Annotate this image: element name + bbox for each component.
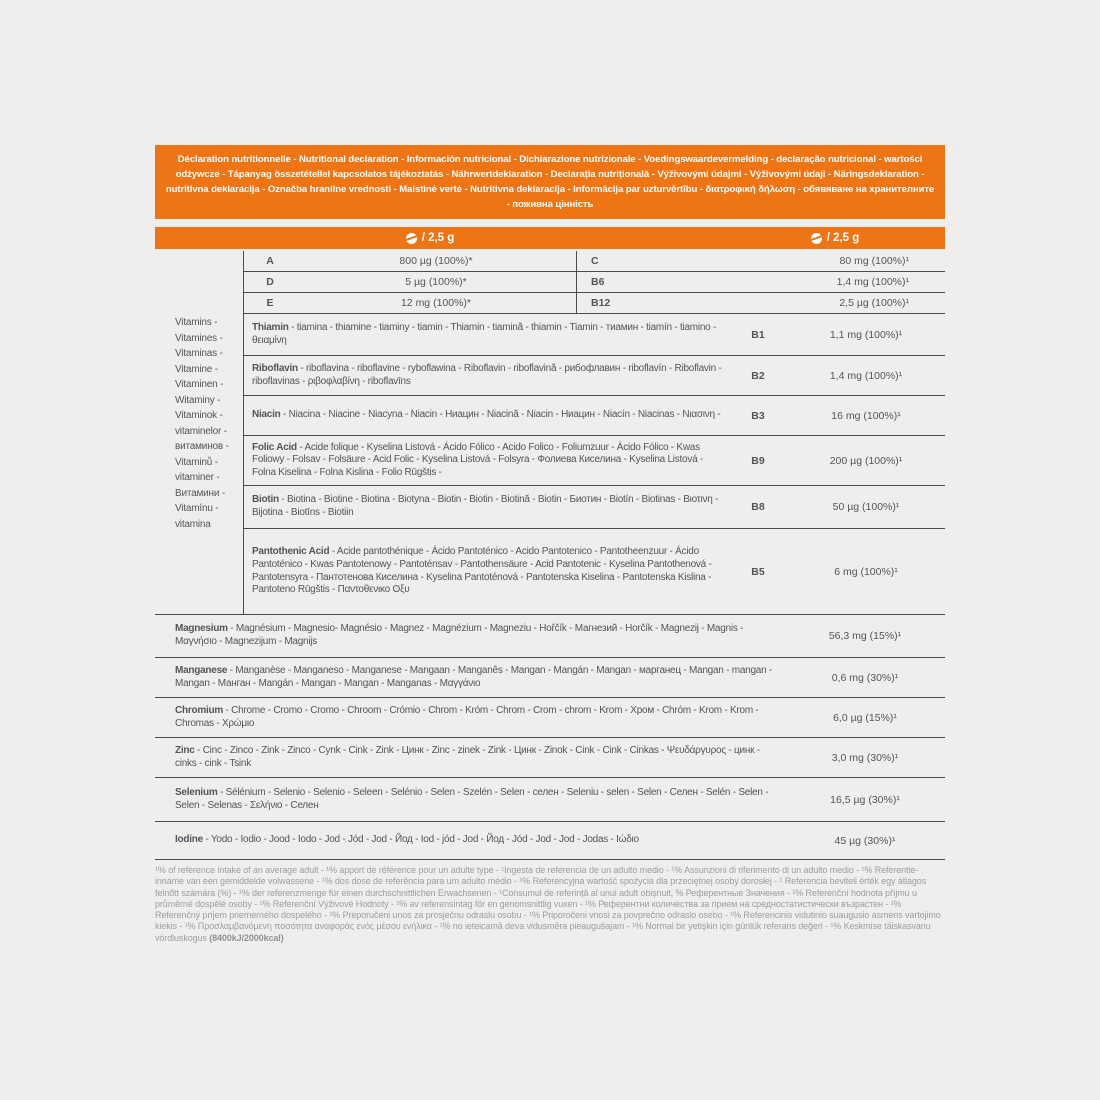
vitamin-lead-name: Niacin — [252, 409, 281, 421]
reference-intake-footnote — [155, 865, 945, 944]
serving-header-row — [155, 227, 945, 249]
mineral-translations: - Yodo - Iodio - Jood - Iodo - Jod - Jód - Jod - Йод - Iod - jód - Jod - Йод - Jód - Jod - Jod - Jodas - Ιώδιο — [202, 834, 639, 846]
table-row — [244, 396, 945, 436]
table-row — [155, 615, 945, 658]
vitamin-lead-name: Biotin — [252, 494, 279, 506]
vitamin-amount: 12 mg (100%)* — [400, 297, 472, 309]
vitamin-amount: 200 µg (100%)¹ — [829, 454, 903, 467]
vitamin-names — [244, 543, 729, 599]
vitamin-translations: - Niacina - Niacine - Niacyna - Niacin - Ниацин - Niacină - Niacin - Ниацин - Niacín - Niacinas - Νιασινη - — [280, 409, 721, 421]
vitamin-names — [244, 491, 729, 522]
serving-size-text: / 2,5 g — [421, 232, 455, 244]
vitamin-letter: E — [266, 297, 274, 309]
vitamin-letter: A — [266, 255, 274, 267]
table-row — [244, 272, 945, 293]
vitamin-translations: - Acide folique - Kyselina Listová - Ácido Fólico - Acido Folico - Foliumzuur - Ácido Fólico - Kwas Foliowy - Folsav - Folsäure - Acid Folic - Kyselina Listová - Folsyra - Фолиева Киселина - Kyselina Listová - Folna Kiselina - Folna Kislina - Folio Rūgštis - — [252, 441, 704, 478]
mineral-amount: 0,6 mg (30%)¹ — [831, 671, 899, 684]
mineral-translations: - Cinc - Zinco - Zink - Zinco - Cynk - Cink - Zink - Цинк - Zinc - zinek - Zink - Цинк - Zinok - Cink - Cink - Cinkas - Ψευδάργυρος - цинк - cinks - cink - Tsink — [175, 744, 760, 769]
vitamin-amount: 1,4 mg (100%)¹ — [829, 369, 903, 382]
table-row — [155, 822, 945, 860]
vitamin-code: B2 — [751, 369, 765, 382]
table-row — [244, 293, 945, 314]
vitamin-translations: - Biotina - Biotine - Biotina - Biotyna - Biotin - Biotin - Biotină - Biotin - Биотин - Biotín - Biotinas - Βιοτινη - Bijotina - Biotīns - Biotiin — [252, 494, 719, 518]
mineral-amount: 6,0 µg (15%)¹ — [833, 711, 897, 724]
vitamin-letter: B12 — [576, 293, 646, 313]
vitamin-amount: 6 mg (100%)¹ — [834, 565, 898, 578]
nutrition-declaration-banner: Déclaration nutritionnelle - Nutritional declaration - Información nutricional - Dichiarazione nutrizionale - Voedingswaardevermelding - declaração nutricional - wartości odżywcze - Tápanyag összetétellel kapcsolatos tájékoztatás - Nährwertdeklaration - Declarația nutrițională - Výživovými údajmi - Výživovými údaji - Näringsdeklaration - nutritivna deklaracija - Označba hranilne vrednosti - Maistinė vertė - Nutritivna deklaracija - Informācija par uzturvērtību - διατροφική δήλωση - обявяване на хранителните - поживна цінність — [155, 145, 945, 219]
table-row — [244, 356, 945, 396]
vitamins-column-label: Vitamins - Vitamines - Vitaminas - Vitamine - Vitaminen - Witaminy - Vitaminok - vitaminelor - витаминов - Vitaminů - vitaminer - Витамини - Vitamínu - vitamina — [175, 317, 229, 530]
nutrition-label — [155, 145, 945, 944]
mineral-translations: - Sélénium - Selenio - Selenio - Seleen - Selénio - Selen - Szelén - Selen - селен - Seleniu - selen - Selen - Селен - Selén - Selen - Selen - Selenas - Σελήνιο - Селен — [175, 786, 769, 811]
vitamin-names — [244, 319, 729, 350]
mineral-lead-name: Selenium — [175, 786, 218, 798]
tablet-icon — [406, 233, 417, 244]
serving-label-left — [305, 227, 555, 249]
vitamin-amount: 5 µg (100%)* — [405, 276, 467, 288]
mineral-amount: 45 µg (30%)¹ — [834, 834, 896, 847]
vitamin-code: B5 — [751, 565, 765, 578]
table-row — [244, 251, 945, 272]
mineral-names — [155, 702, 785, 733]
mineral-lead-name: Magnesium — [175, 623, 228, 635]
mineral-amount: 56,3 mg (15%)¹ — [828, 630, 902, 642]
vitamin-amount: 800 µg (100%)* — [399, 255, 473, 267]
mineral-lead-name: Chromium — [175, 704, 223, 716]
vitamin-lead-name: Thiamin — [252, 321, 289, 333]
mineral-names — [155, 784, 785, 815]
mineral-names — [155, 742, 785, 773]
mineral-translations: - Magnésium - Magnesio- Magnésio - Magnez - Magnézium - Magneziu - Hořčík - Магнезий - Horčík - Magnezij - Magnis - Μαγνήσιο - Magnezijum - Magnijs — [175, 623, 744, 647]
mineral-names — [155, 662, 785, 693]
vitamins-rows — [243, 251, 945, 614]
mineral-amount: 16,5 µg (30%)¹ — [830, 793, 900, 806]
table-row — [244, 314, 945, 356]
vitamin-code: B9 — [751, 454, 765, 467]
vitamin-names — [244, 360, 729, 391]
mineral-names — [155, 831, 785, 850]
serving-size-text: / 2,5 g — [826, 232, 860, 244]
vitamin-code: B1 — [751, 328, 765, 341]
mineral-lead-name: Iodine — [175, 834, 203, 846]
vitamin-names — [244, 439, 729, 483]
vitamin-amount: 16 mg (100%)¹ — [831, 409, 901, 422]
mineral-lead-name: Zinc — [175, 744, 195, 756]
vitamin-lead-name: Folic Acid — [252, 441, 297, 453]
vitamin-letter: C — [576, 251, 646, 271]
table-row — [155, 738, 945, 778]
vitamins-section — [155, 251, 945, 615]
vitamin-amount: 2,5 µg (100%)¹ — [839, 297, 909, 309]
mineral-amount: 3,0 mg (30%)¹ — [831, 751, 899, 764]
vitamin-amount: 1,4 mg (100%)¹ — [836, 276, 909, 288]
vitamin-code: B3 — [751, 409, 765, 422]
vitamin-code: B8 — [751, 501, 765, 513]
table-row — [155, 778, 945, 822]
table-row — [244, 486, 945, 529]
mineral-translations: - Chrome - Cromo - Cromo - Chroom - Crómio - Chrom - Króm - Chrom - Crom - chrom - Krom - Хром - Chróm - Krom - Krom - Chromas - Χρώμιο — [175, 704, 759, 729]
tablet-icon — [811, 233, 822, 244]
vitamin-translations: - Acide pantothénique - Ácido Pantoténico - Acido Pantotenico - Pantotheenzuur - Ácido Pantoténico - Kwas Pantotenowy - Pantoténsav - Pantothensäure - Acid Pantotenic - Kyselina Pantothenová - Pantotensyra - Пантотенова Киселина - Kyselina Pantoténová - Pantotenska Kiselina - Pantotenska Kislina - Pantoteno Rūgštis - Παντοθενικο Οξυ — [252, 546, 712, 596]
vitamin-amount: 1,1 mg (100%)¹ — [829, 328, 903, 341]
vitamin-letter: D — [266, 276, 274, 288]
vitamin-lead-name: Riboflavin — [252, 362, 298, 374]
table-row — [155, 658, 945, 698]
vitamin-letter: B6 — [576, 272, 646, 292]
table-row — [155, 698, 945, 738]
mineral-lead-name: Manganese — [175, 664, 228, 676]
vitamin-names — [244, 406, 729, 425]
vitamin-amount: 50 µg (100%)¹ — [832, 501, 900, 513]
footnote-energy-value: (8400kJ/2000kcal) — [209, 932, 284, 943]
serving-label-right — [725, 227, 945, 249]
vitamin-translations: - tiamina - thiamine - tiaminy - tiamin - Thiamin - tiamină - thiamin - Tiamin - тиамин - tiamín - tiamino - θειαμίνη — [252, 321, 717, 346]
mineral-translations: - Manganèse - Manganeso - Manganese - Mangaan - Manganês - Mangan - Mangán - Mangan - марганец - Mangan - mangan - Mangan - Манган - Mangán - Mangan - Mangan - Manganas - Μαγγάνιο — [175, 664, 772, 689]
table-row — [244, 529, 945, 614]
footnote-text: ¹% of reference intake of an average adult - ¹% apport de référence pour un adulte type - ¹Ingesta de referencia de un adulto medio - ¹% Assunzioni di riferimento di un adulto medio - ¹% Referentie-inname van een gemiddelde volwassene - ¹% dos dose de referência para um adulto médio - ¹% Referencyjna wartość spożycia dla przeciętnej osoby dorosłej - ¹ Referencia beviteli érték egy átlagos felnőtt számára (%) - ¹% der referenzmenge für einen durchschnittlichen Erwachsenen - ¹Consumul de referință al unui adult obișnuit, % Референтные Значения - ¹% Referenční hodnota příjmu u průměrné dospělé osoby - ¹% Referenční Výživové Hodnoty - ¹% av referensintag för en genomsnittlig vuxen - ¹% Референтни количества за прием на средностатистически възрастен - ¹% Referenčný príjem priemerného dospelého - ¹% Preporučeni unos za prosječnu odraslu osobu - ¹% Priporočeni vnosi za povprečno odraslo osebo - ¹% Referencinis vidutinio suaugusio asmens vartojimo kiekis - ¹% Προσλαμβανόμενη ποσότητα αναφοράς ενός μέσου ενήλικα - ¹% no ieteicamā deva vidusmēra pieaugušajam - ¹% Normal bir yetişkin için günlük referans değeri - ¹% Keskmise täiskasvanu vördluskogus — [155, 865, 941, 943]
table-row — [244, 436, 945, 486]
vitamin-translations: - riboflavina - riboflavine - ryboflawina - Riboflavin - riboflavină - рибофлавин - riboflavín - Riboflavin - riboflavinas - ριβοφλαβίνη - riboflavīns — [252, 362, 722, 387]
vitamin-lead-name: Pantothenic Acid — [252, 546, 330, 558]
vitamin-amount: 80 mg (100%)¹ — [839, 255, 909, 267]
mineral-names — [155, 620, 785, 651]
